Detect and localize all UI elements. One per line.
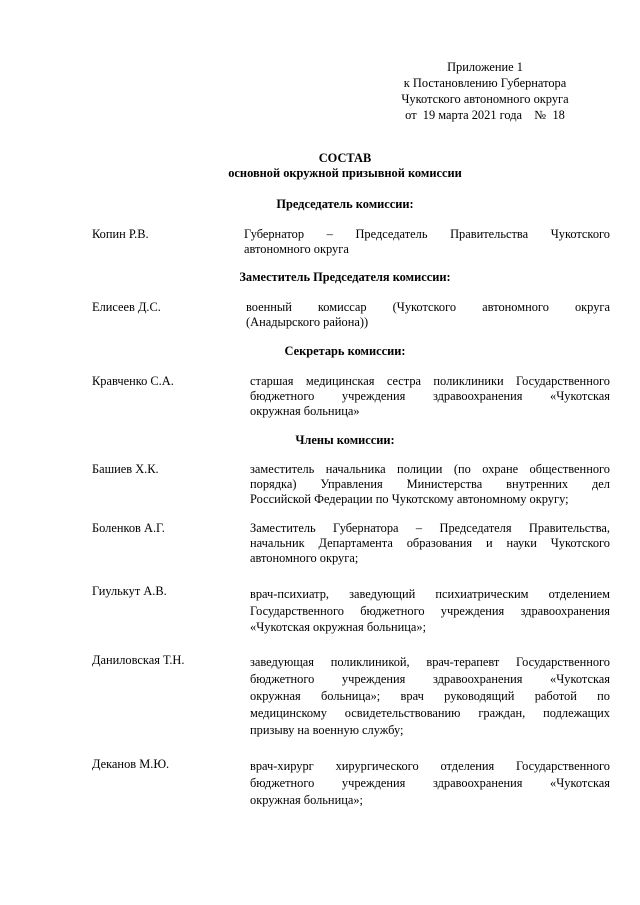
person-position <box>250 586 610 636</box>
section-heading-secretary: Секретарь комиссии: <box>284 344 406 358</box>
position-line: врач-хирург хирургического отделения Государственного <box>250 759 610 773</box>
position-line: бюджетного учреждения здравоохранения «Чукотская <box>250 389 610 403</box>
person-position <box>250 654 610 739</box>
appendix-line-2: к Постановлению Губернатора <box>403 76 567 90</box>
person-position <box>246 300 610 330</box>
position-line: заместитель начальника полиции (по охране общественного <box>250 462 610 476</box>
position-line: окружная больница»; врач руководящий работой по <box>250 689 610 703</box>
position-line: призыву на военную службу; <box>250 723 404 737</box>
person-name: Копин Р.В. <box>92 227 149 241</box>
position-line: автономного округа; <box>250 551 359 565</box>
person-position <box>250 374 610 419</box>
position-line: (Анадырского района)) <box>246 315 369 329</box>
person-name: Гиулькут А.В. <box>92 584 167 598</box>
document-title <box>0 151 640 181</box>
person-position <box>250 462 610 507</box>
position-line: Российской Федерации по Чукотскому автономному округу; <box>250 492 569 506</box>
position-line: порядка) Управления Министерства внутренних дел <box>250 477 610 491</box>
position-line: Государственного бюджетного учреждения здравоохранения <box>250 603 610 618</box>
position-line: «Чукотская окружная больница»; <box>250 620 427 634</box>
position-line: Заместитель Губернатора – Председателя Правительства, <box>250 521 610 535</box>
position-line: старшая медицинская сестра поликлиники Государственного <box>250 374 610 388</box>
title-sub: основной окружной призывной комиссии <box>228 166 462 180</box>
person-name: Кравченко С.А. <box>92 374 174 388</box>
section-heading-chairman: Председатель комиссии: <box>276 197 414 211</box>
position-line: окружная больница»; <box>250 793 363 807</box>
position-line: автономного округа <box>244 242 349 256</box>
position-line: начальник Департамента образования и науки Чукотского <box>250 536 610 550</box>
position-line: заведующая поликлиникой, врач-терапевт Государственного <box>250 655 610 669</box>
appendix-line-4: от 19 марта 2021 года № 18 <box>405 108 565 122</box>
person-position <box>250 521 610 566</box>
person-name: Деканов М.Ю. <box>92 757 170 771</box>
position-line: медицинскому освидетельствованию граждан, подлежащих <box>250 706 610 720</box>
position-line: бюджетного учреждения здравоохранения «Чукотская <box>250 672 610 686</box>
appendix-header <box>380 59 590 123</box>
section-heading-members: Члены комиссии: <box>295 433 395 447</box>
person-name: Башиев Х.К. <box>92 462 159 476</box>
person-position <box>250 758 610 809</box>
position-line: окружная больница» <box>250 404 360 418</box>
position-line: военный комиссар (Чукотского автономного округа <box>246 300 610 314</box>
person-position <box>244 227 610 257</box>
position-line: бюджетного учреждения здравоохранения «Чукотская <box>250 776 610 790</box>
person-name: Боленков А.Г. <box>92 521 165 535</box>
title-main: СОСТАВ <box>318 151 372 165</box>
position-line: Губернатор – Председатель Правительства Чукотского <box>244 227 610 241</box>
person-name: Даниловская Т.Н. <box>92 653 185 667</box>
appendix-line-3: Чукотского автономного округа <box>401 92 569 106</box>
position-line: врач-психиатр, заведующий психиатрическим отделением <box>250 587 610 601</box>
appendix-line-1: Приложение 1 <box>447 60 523 74</box>
section-heading-deputy: Заместитель Председателя комиссии: <box>239 270 451 284</box>
person-name: Елисеев Д.С. <box>92 300 161 314</box>
